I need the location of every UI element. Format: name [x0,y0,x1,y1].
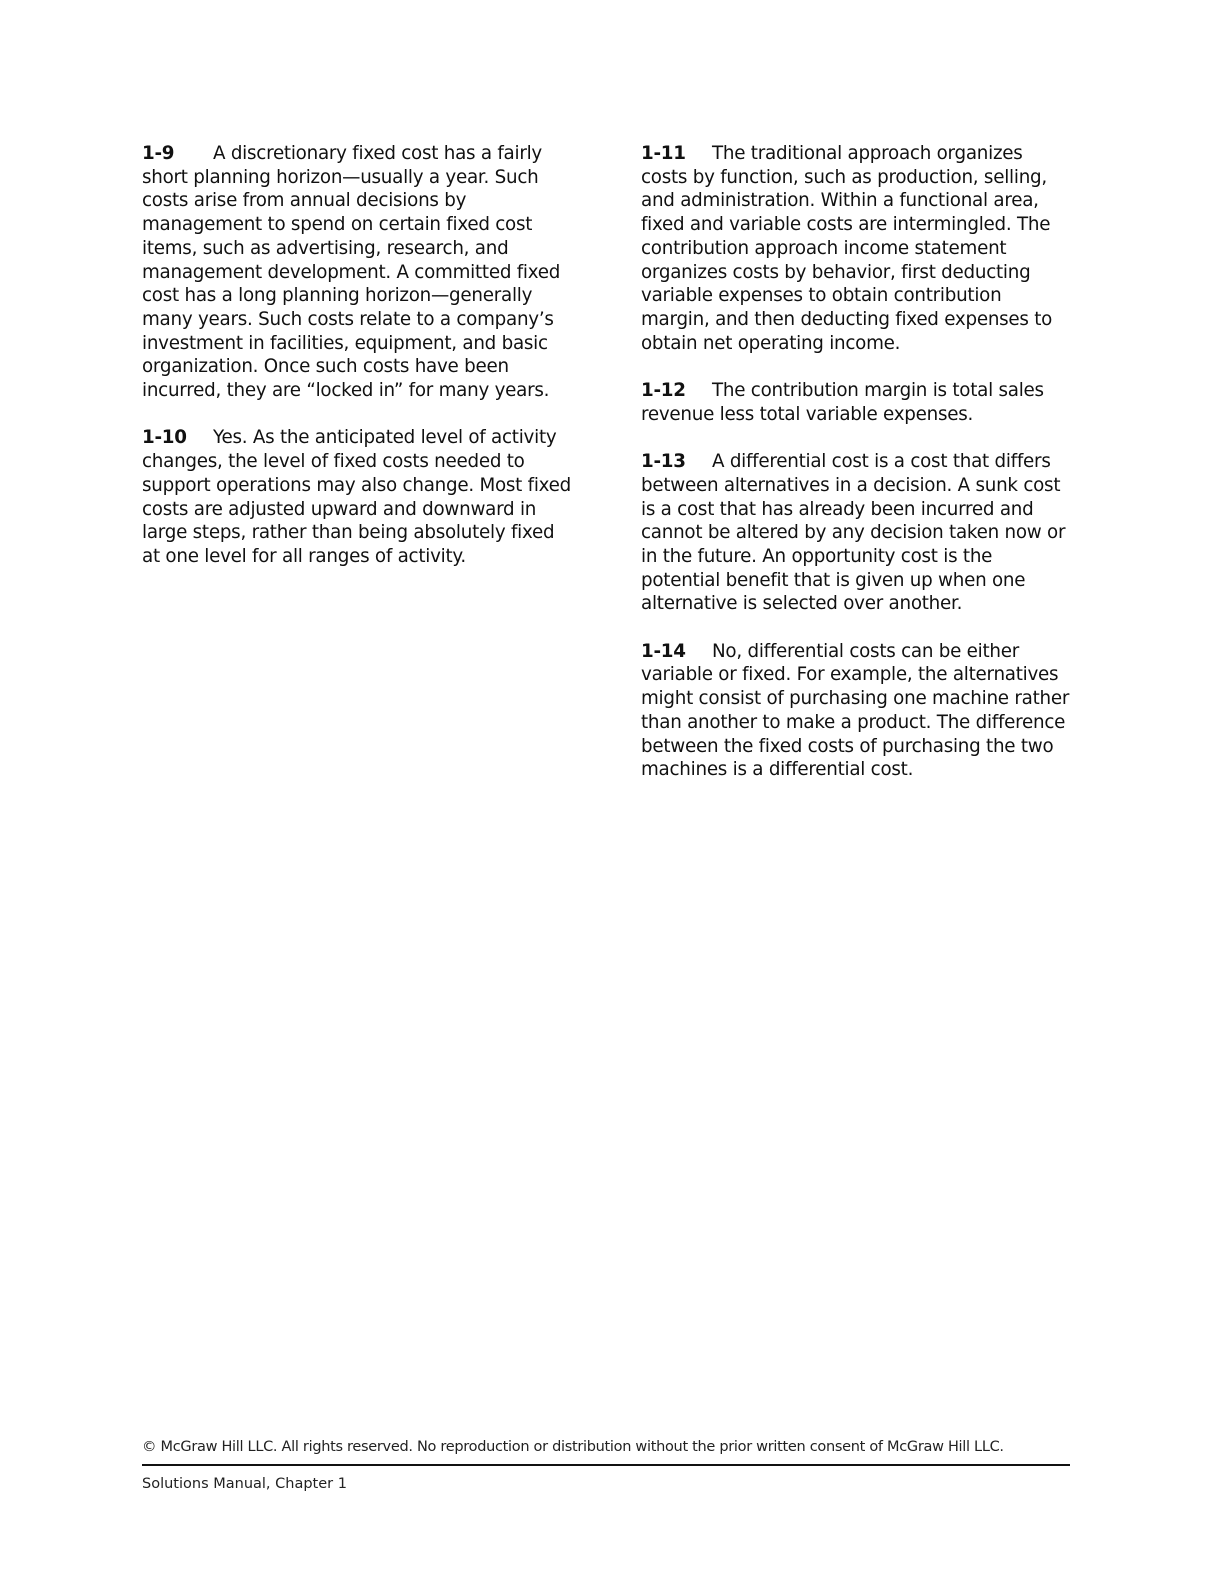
manual-chapter-label: Solutions Manual, Chapter 1 [142,1476,347,1492]
answer-text: A discretionary fixed cost has a fairly short planning horizon—usually a year. Such costs arise from annual decisions by management to spend on certain fixed cost items, such as advertising, research, and management development. A committed fixed cost has a long planning horizon—generally many years. Such costs relate to a company’s investment in facilities, equipment, and basic organization. Once such costs have been incurred, they are “locked in” for many years. [142,143,561,402]
answer-1-11 [641,142,1073,355]
answer-number: 1-11 [641,143,686,164]
answer-text: Yes. As the anticipated level of activity changes, the level of fixed costs needed to support operations may also change. Most fixed costs are adjusted upward and downward in large steps, rather than being absolutely fixed at one level for all ranges of activity. [142,427,572,567]
answer-number: 1-10 [142,427,187,449]
answer-number: 1-13 [641,451,686,473]
right-column [641,142,1073,806]
answer-number: 1-12 [641,380,686,402]
answer-text: The traditional approach organizes costs by function, such as production, selling, and administration. Within a functional area, fixed and variable costs are intermingled. The contribution approach income statement organizes costs by behavior, first deducting variable expenses to obtain contribution margin, and then deducting fixed expenses to obtain net operating income. [641,143,1053,354]
copyright-notice: © McGraw Hill LLC. All rights reserved. No reproduction or distribution without the prior written consent of McGraw Hill LLC. [142,1437,1070,1466]
left-column [142,142,574,592]
answer-text: A differential cost is a cost that differs between alternatives in a decision. A sunk cost is a cost that has already been incurred and cannot be altered by any decision taken now or in the future. An opportunity cost is the potential benefit that is given up when one alternative is selected over another. [641,451,1066,615]
answer-text: No, differential costs can be either variable or fixed. For example, the alternatives might consist of purchasing one machine rather than another to make a product. The difference between the fixed costs of purchasing the two machines is a differential cost. [641,640,1070,781]
answer-1-9 [142,142,574,403]
answer-1-10 [142,426,574,568]
answer-1-13 [641,450,1073,616]
answer-number: 1-9 [142,143,175,164]
page-footer [142,1437,1070,1494]
answer-number: 1-14 [641,640,686,662]
answer-1-12 [641,379,1073,426]
answer-1-14 [641,640,1073,782]
answer-text: The contribution margin is total sales revenue less total variable expenses. [641,380,1044,425]
